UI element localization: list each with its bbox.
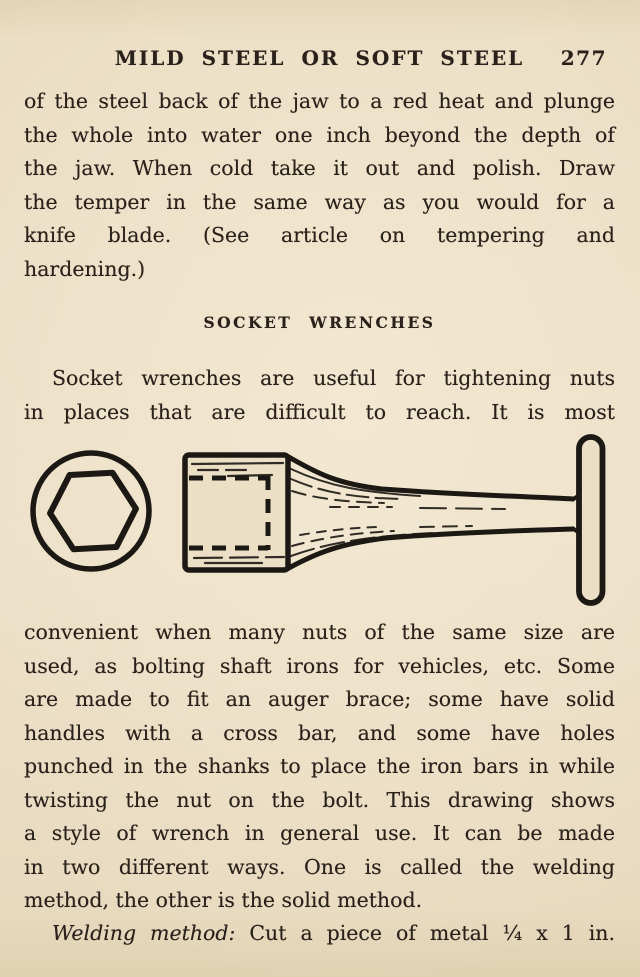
text-line: twisting the nut on the bolt. This drawing shows [24, 787, 615, 812]
text-line: the whole into water one inch beyond the depth of [24, 122, 615, 147]
text-line: convenient when many nuts of the same size are [24, 620, 615, 644]
paragraph-welding-method [24, 917, 615, 951]
text-line: the jaw. When cold take it out and polish. Draw [24, 156, 615, 180]
text-line: in two different ways. One is called the welding [24, 854, 615, 879]
t-handle [579, 437, 603, 603]
welding-method-lead: Welding method: [52, 921, 236, 945]
section-heading: SOCKET WRENCHES [203, 313, 436, 332]
text-line: punched in the shanks to place the iron bars in while [24, 754, 615, 778]
socket-wrench-figure [0, 430, 640, 615]
text-line: used, as bolting shaft irons for vehicles, etc. Some [24, 653, 615, 678]
text-line: are made to fit an auger brace; some have solid [24, 687, 615, 711]
paragraph-wrench-uses [24, 616, 615, 918]
page-number: 277 [560, 46, 607, 70]
welding-method-text: Cut a piece of metal ¼ x 1 in. [249, 921, 615, 945]
text-line: the temper in the same way as you would for a [24, 189, 615, 214]
text-line: of the steel back of the jaw to a red heat and plunge [24, 89, 615, 113]
text-line: a style of wrench in general use. It can be made [24, 821, 615, 845]
text-line: hardening.) [24, 256, 146, 281]
socket-end-view [33, 453, 149, 569]
text-line: method, the other is the solid method. [24, 888, 423, 912]
hex-opening [48, 472, 138, 551]
text-line: in places that are difficult to reach. It is most [24, 399, 615, 424]
running-head-title: MILD STEEL OR SOFT STEEL [114, 46, 525, 70]
text-line: Socket wrenches are useful for tightening nuts [52, 366, 615, 390]
text-line: handles with a cross bar, and some have holes [24, 720, 615, 745]
text-line [24, 917, 615, 951]
wrench-shank [287, 456, 580, 569]
running-head [24, 41, 615, 75]
paragraph-tempering [24, 85, 615, 286]
paragraph-socket-intro [24, 362, 615, 429]
text-line: knife blade. (See article on tempering and [24, 223, 615, 247]
socket-head [185, 455, 288, 570]
